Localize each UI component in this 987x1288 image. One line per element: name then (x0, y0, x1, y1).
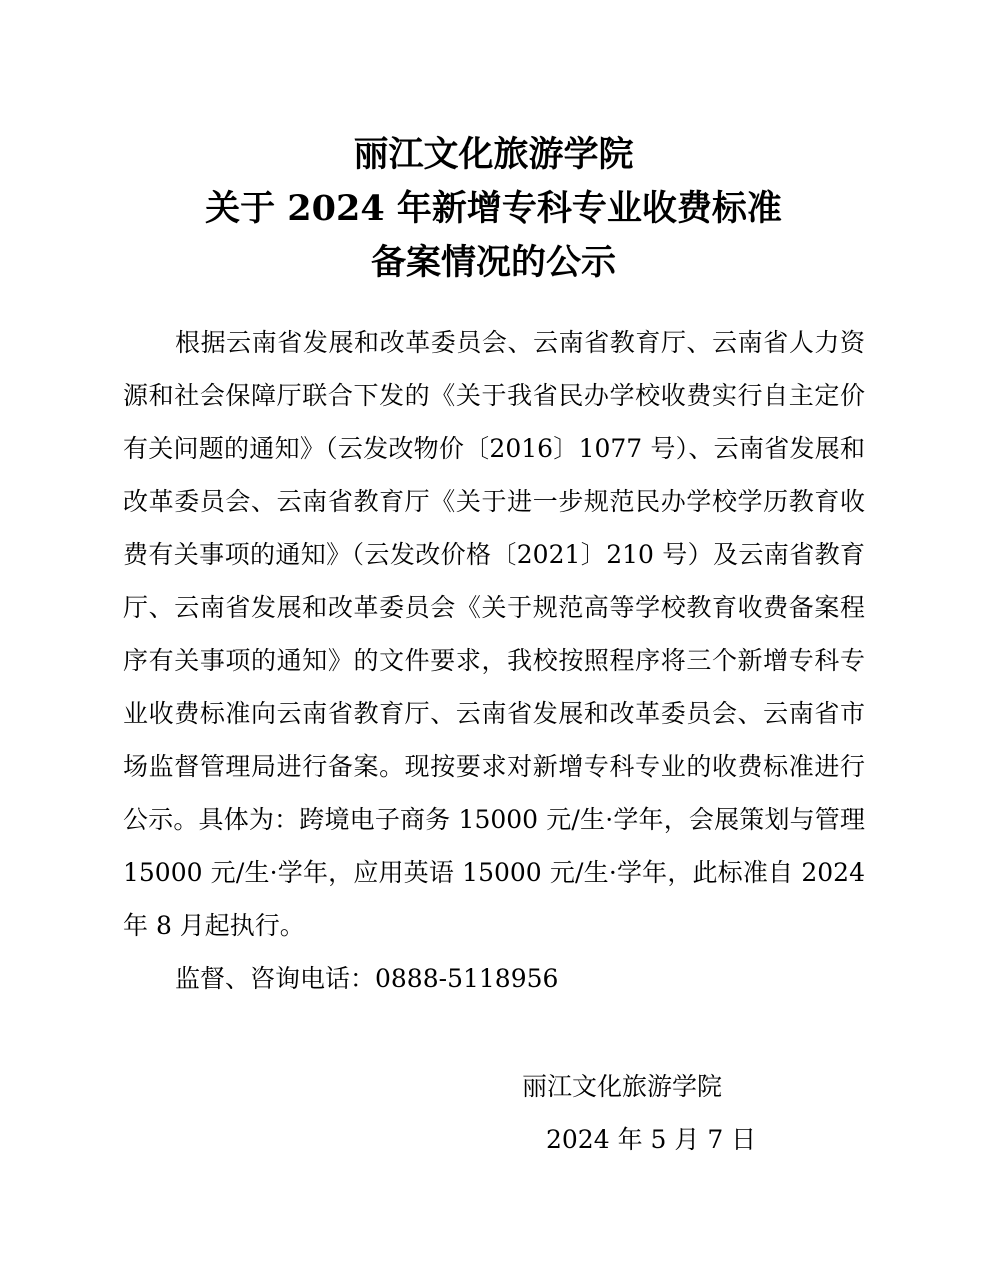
contact-phone-line: 监督、咨询电话：0888-5118956 (175, 964, 559, 993)
title-line-1: 丽江文化旅游学院 (353, 134, 634, 175)
signature-date: 2024 年 5 月 7 日 (546, 1125, 757, 1154)
title-line-2: 关于 2024 年新增专科专业收费标准 (205, 188, 782, 229)
signature-organization: 丽江文化旅游学院 (522, 1072, 723, 1101)
document-title (0, 128, 987, 290)
body-paragraph-main: 根据云南省发展和改革委员会、云南省教育厅、云南省人力资源和社会保障厅联合下发的《关于我省民办学校收费实行自主定价有关问题的通知》（云发改物价〔2016〕1077 号）、云南省发展和改革委员会、云南省教育厅《关于进一步规范民办学校学历教育收费有关事项的通知》（云发改价格〔2021〕210 号）及云南省教育厅、云南省发展和改革委员会《关于规范高等学校教育收费备案程序有关事项的通知》的文件要求，我校按照程序将三个新增专科专业收费标准向云南省教育厅、云南省发展和改革委员会、云南省市场监督管理局进行备案。现按要求对新增专科专业的收费标准进行公示。具体为：跨境电子商务 15000 元/生·学年，会展策划与管理 15000 元/生·学年，应用英语 15000 元/生·学年，此标准自 2024 年 8 月起执行。 (123, 328, 865, 940)
document-body (123, 316, 865, 1005)
signature-block (522, 1060, 782, 1166)
title-line-3: 备案情况的公示 (370, 242, 616, 283)
